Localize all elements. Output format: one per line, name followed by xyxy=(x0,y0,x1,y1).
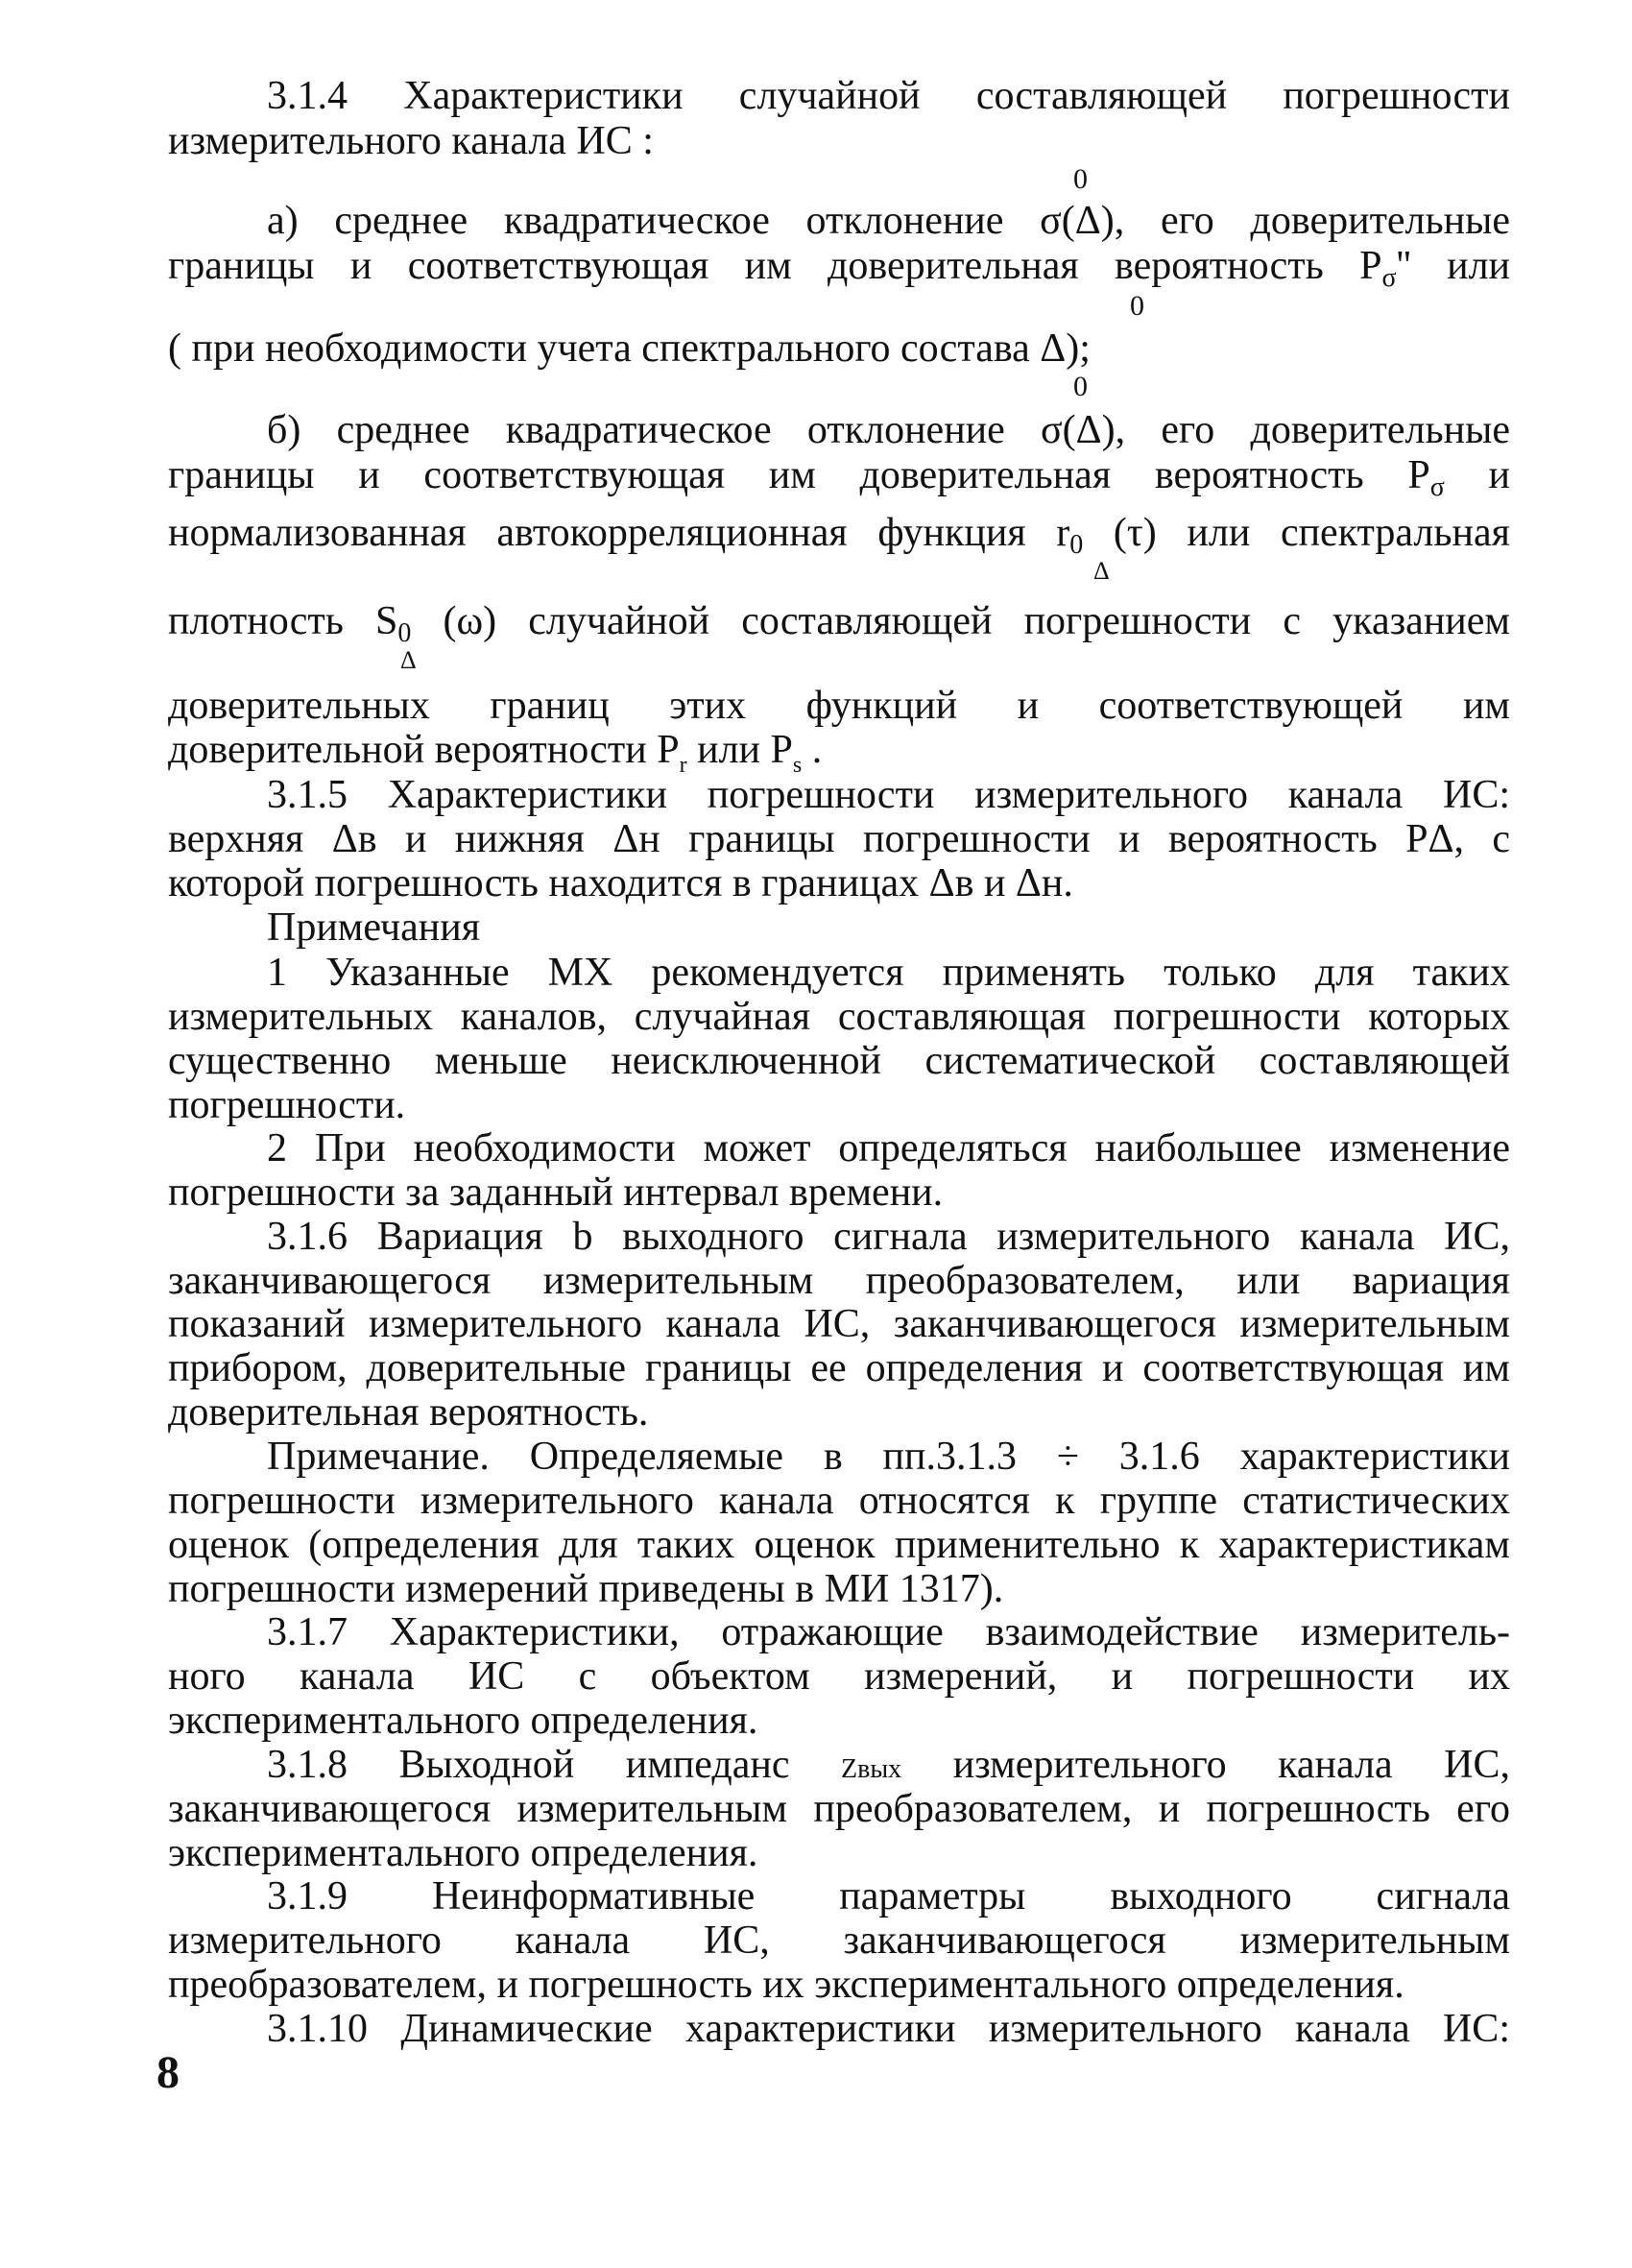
paragraph-3-1-8-line-3: экспериментального определения. xyxy=(168,1831,758,1875)
note-1-line-3: существенно меньше неисключенной систематической составляющей xyxy=(168,1039,1510,1083)
paragraph-3-1-6-line-3: показаний измерительного канала ИС, заканчивающегося измерительным xyxy=(168,1302,1510,1346)
item-b-line-1: б) среднее квадратическое отклонение σ(Δ), его доверительные xyxy=(267,408,1510,452)
note-1-line-4: погрешности. xyxy=(168,1083,406,1127)
item-b-line-3: нормализованная автокорреляционная функция r0 (τ) или спектральная xyxy=(168,511,1510,560)
paragraph-3-1-10-line-1: 3.1.10 Динамические характеристики измерительного канала ИС: xyxy=(267,2007,1510,2051)
note-2-line-1: 2 При необходимости может определяться наибольшее изменение xyxy=(267,1126,1510,1170)
paragraph-3-1-6-line-1: 3.1.6 Вариация b выходного сигнала измерительного канала ИС, xyxy=(267,1215,1510,1259)
paragraph-3-1-9-line-1: 3.1.9 Неинформативные параметры выходного сигнала xyxy=(267,1874,1510,1918)
item-b-line-2: границы и соответствующая им доверительная вероятность Pσ и xyxy=(168,453,1510,502)
overset-zero: 0 xyxy=(1130,290,1144,322)
paragraph-3-1-7-line-3: экспериментального определения. xyxy=(168,1699,758,1743)
item-b-line-6: доверительной вероятности $P_r$ или $P_s$ . xyxy=(168,728,823,778)
overset-zero: 0 xyxy=(1073,163,1088,195)
paragraph-3-1-5-line-2: верхняя Δв и нижняя Δн границы погрешности и вероятность РΔ, с xyxy=(168,817,1510,861)
paragraph-3-1-6-line-5: доверительная вероятность. xyxy=(168,1390,649,1435)
paragraph-3-1-9-line-2: измерительного канала ИС, заканчивающегося измерительным xyxy=(168,1918,1510,1963)
item-a-line-3: ( при необходимости учета спектрального состава Δ); xyxy=(168,326,1091,371)
paragraph-3-1-8-line-1: 3.1.8 Выходной импеданс Zвых измерительного канала ИС, xyxy=(267,1743,1511,1787)
paragraph-3-1-5-line-3: которой погрешность находится в границах Δв и Δн. xyxy=(168,861,1073,905)
underset-delta: Δ xyxy=(400,646,417,674)
paragraph-3-1-7-line-1: 3.1.7 Характеристики, отражающие взаимодействие измеритель- xyxy=(267,1610,1510,1654)
item-a-line-2: границы и соответствующая им доверительная вероятность Pσ'' или xyxy=(168,244,1511,293)
paragraph-3-1-4-line-2: измерительного канала ИС : xyxy=(168,119,654,163)
paragraph-3-1-9-line-3: преобразователем, и погрешность их экспериментального определения. xyxy=(168,1963,1404,2007)
paragraph-3-1-6-line-4: прибором, доверительные границы ее определения и соответствующая им xyxy=(168,1346,1510,1390)
note-1-line-2: измерительных каналов, случайная составляющая погрешности которых xyxy=(168,995,1510,1039)
underset-delta: Δ xyxy=(1093,557,1110,585)
overset-zero: 0 xyxy=(1073,371,1088,402)
paragraph-3-1-7-line-2: ного канала ИС с объектом измерений, и погрешности их xyxy=(168,1654,1510,1699)
note-statistical-line-1: Примечание. Определяемые в пп.3.1.3 ÷ 3.1.6 характеристики xyxy=(267,1435,1510,1479)
paragraph-3-1-6-line-2: заканчивающегося измерительным преобразователем, или вариация xyxy=(168,1259,1510,1303)
note-1-line-1: 1 Указанные МХ рекомендуется применять только для таких xyxy=(267,951,1510,995)
note-statistical-line-2: погрешности измерительного канала относятся к группе статистических xyxy=(168,1479,1510,1523)
notes-heading: Примечания xyxy=(267,905,481,950)
paragraph-3-1-8-line-2: заканчивающегося измерительным преобразователем, и погрешность его xyxy=(168,1787,1510,1831)
note-statistical-line-4: погрешности измерений приведены в МИ 1317). xyxy=(168,1567,1004,1611)
note-2-line-2: погрешности за заданный интервал времени. xyxy=(168,1170,944,1215)
item-a-line-1: а) среднее квадратическое отклонение σ(Δ), его доверительные xyxy=(267,199,1511,243)
note-statistical-line-3: оценок (определения для таких оценок применительно к характеристикам xyxy=(168,1523,1510,1567)
page-number: 8 xyxy=(156,2047,180,2098)
paragraph-3-1-5-line-1: 3.1.5 Характеристики погрешности измерительного канала ИС: xyxy=(267,773,1510,817)
item-b-line-4: плотность S0 (ω) случайной составляющей погрешности с указанием xyxy=(168,599,1510,648)
paragraph-3-1-4-line-1: 3.1.4 Характеристики случайной составляющей погрешности xyxy=(267,74,1511,118)
item-b-line-5: доверительных границ этих функций и соответствующей им xyxy=(168,684,1510,728)
